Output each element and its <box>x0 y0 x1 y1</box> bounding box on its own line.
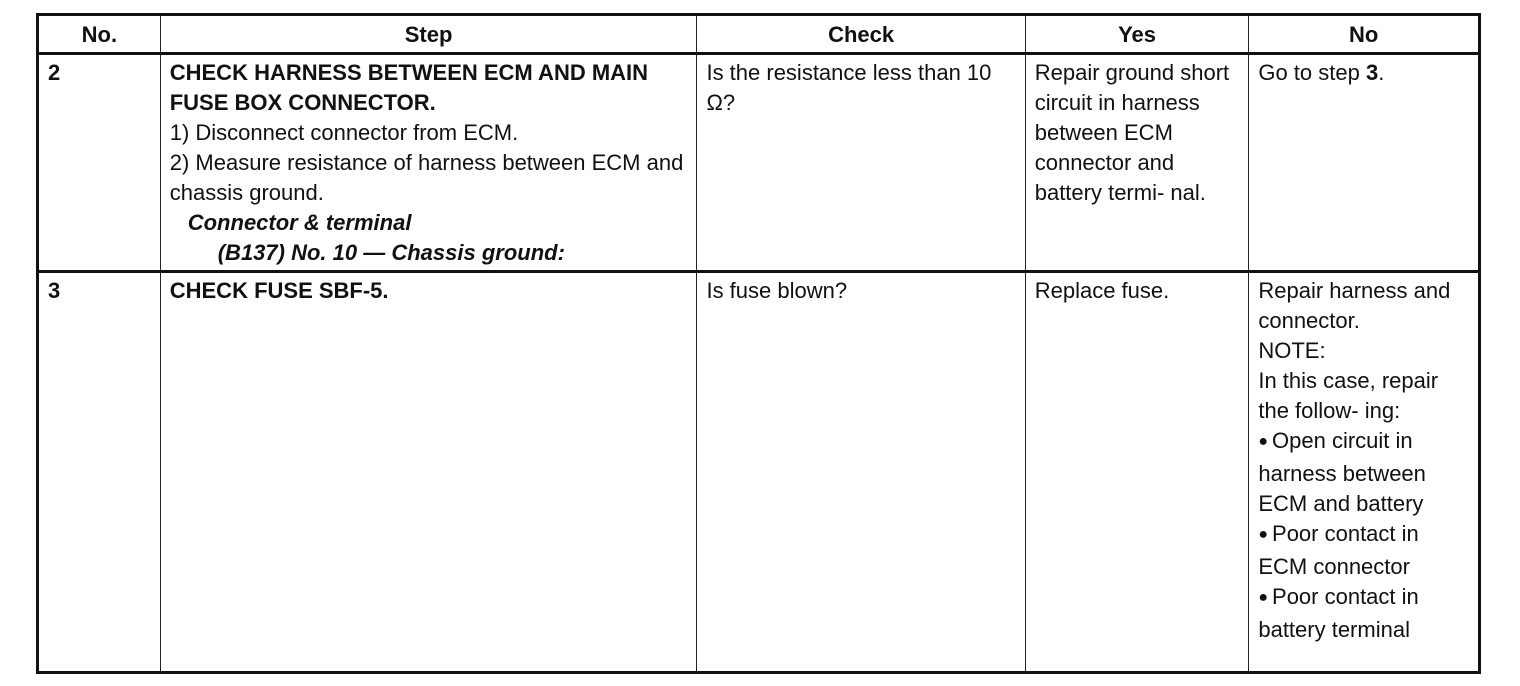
step-cell <box>160 54 697 272</box>
step-instruction: 2) Measure resistance of harness between ECM and chassis ground. <box>169 150 684 205</box>
no-cell <box>1249 272 1480 673</box>
header-no-result: No <box>1249 15 1480 54</box>
check-cell: Is the resistance less than 10 Ω? <box>697 54 1025 272</box>
no-text: In this case, repair the follow- ing: <box>1258 368 1439 423</box>
row-number: 3 <box>38 272 161 673</box>
terminal-spec: (B137) No. 10 — Chassis ground: <box>217 240 565 265</box>
header-no: No. <box>38 15 161 54</box>
table-row <box>38 272 1480 673</box>
no-prefix: Go to step <box>1258 60 1366 85</box>
bullet-icon: ● <box>1258 589 1269 606</box>
no-suffix: . <box>1378 60 1385 85</box>
note-label: NOTE: <box>1258 338 1326 363</box>
list-item <box>1258 426 1469 519</box>
diagnostic-table <box>36 13 1481 674</box>
list-item <box>1258 519 1469 582</box>
list-item-text: Open circuit in harness between ECM and battery <box>1258 428 1426 516</box>
bullet-icon: ● <box>1258 526 1269 543</box>
check-cell: Is fuse blown? <box>697 272 1025 673</box>
no-text: Repair harness and connector. <box>1258 278 1451 333</box>
step-title: CHECK FUSE SBF-5. <box>169 278 389 303</box>
no-cell <box>1249 54 1480 272</box>
step-instruction: 1) Disconnect connector from ECM. <box>169 120 519 145</box>
connector-label: Connector & terminal <box>187 210 412 235</box>
yes-cell: Replace fuse. <box>1025 272 1249 673</box>
row-number: 2 <box>38 54 161 272</box>
list-item-text: Poor contact in ECM connector <box>1258 521 1419 579</box>
header-yes: Yes <box>1025 15 1249 54</box>
table-header-row <box>38 15 1480 54</box>
next-step-number: 3 <box>1365 60 1379 85</box>
step-cell <box>160 272 697 673</box>
step-title: CHECK HARNESS BETWEEN ECM AND MAIN FUSE BOX CONNECTOR. <box>169 60 649 115</box>
header-step: Step <box>160 15 697 54</box>
header-check: Check <box>697 15 1025 54</box>
list-item <box>1258 582 1469 645</box>
list-item-text: Poor contact in battery terminal <box>1258 584 1419 642</box>
yes-cell: Repair ground short circuit in harness between ECM connector and battery termi- nal. <box>1025 54 1249 272</box>
bullet-icon: ● <box>1258 433 1269 450</box>
table-row <box>38 54 1480 272</box>
